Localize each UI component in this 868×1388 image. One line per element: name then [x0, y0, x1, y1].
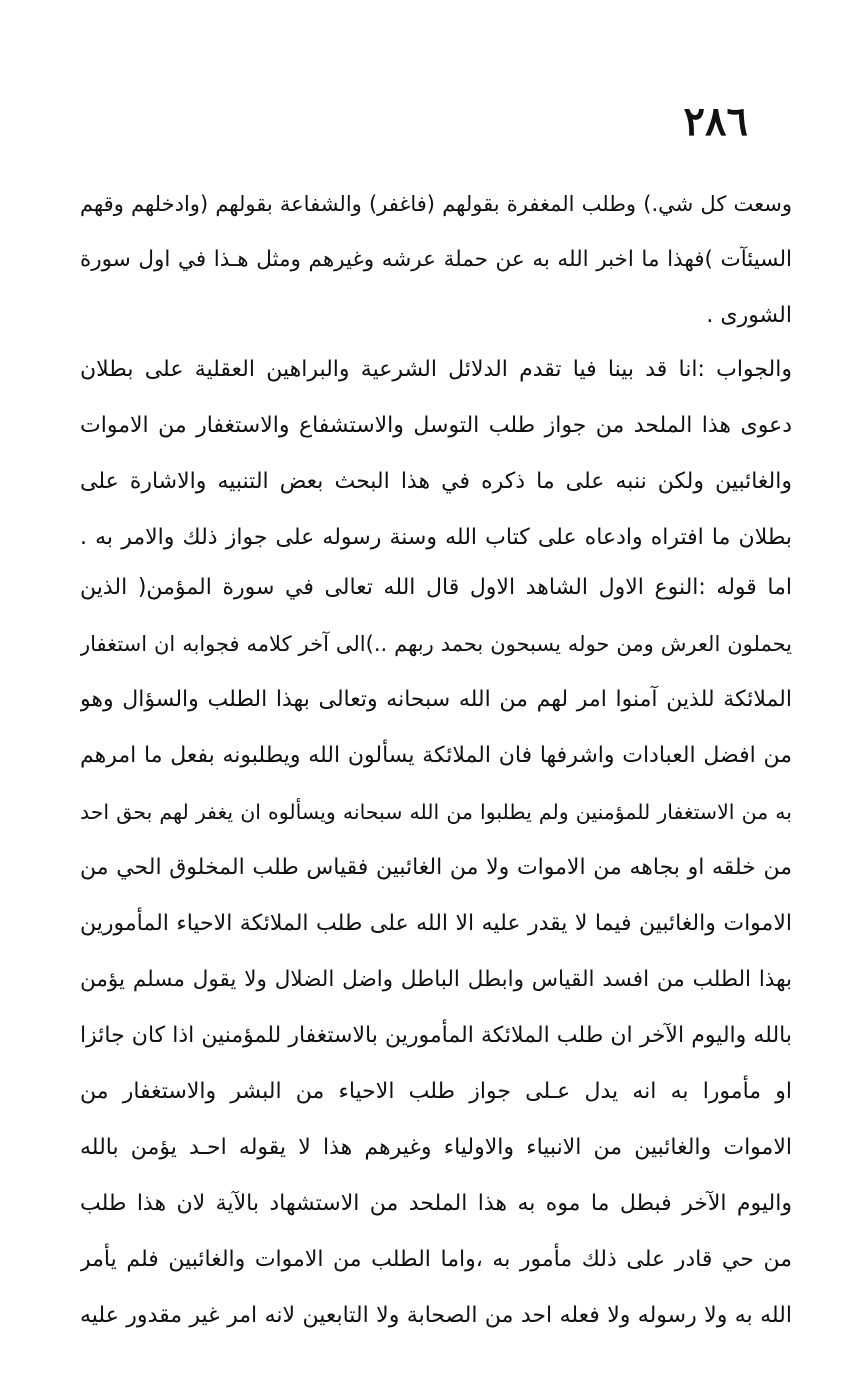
text-line: يحملون العرش ومن حوله يسبحون بحمد ربهم ..)الى آخر كلامه فجوابه ان استغفار: [80, 632, 792, 656]
text-line: الشورى .: [706, 303, 792, 328]
text-line: الملائكة للذين آمنوا امر لهم من الله سبحانه وتعالى بهذا الطلب والسؤال وهو: [80, 687, 792, 712]
text-line: به من الاستغفار للمؤمنين ولم يطلبوا من الله سبحانه ويسألوه ان يغفر لهم بحق احد: [80, 800, 792, 824]
text-line: من حي قادر على ذلك مأمور به ،واما الطلب من الاموات والغائبين فلم يأمر: [80, 1247, 792, 1272]
page-number: ٢٨٦: [683, 98, 748, 145]
paragraph-3: [80, 560, 792, 1344]
text-line: الله به ولا رسوله ولا فعله احد من الصحابة ولا التابعين لانه امر غير مقدور عليه: [80, 1303, 792, 1328]
paragraph-2: [80, 342, 792, 566]
text-line: بطلان ما افتراه وادعاه على كتاب الله وسنة رسوله على جواز ذلك والامر به .: [80, 525, 792, 550]
text-line: وسعت كل شي.) وطلب المغفرة بقولهم (فاغفر) والشفاعة بقولهم (وادخلهم وقهم: [80, 192, 792, 216]
text-line: من افضل العبادات واشرفها فان الملائكة يسألون الله ويطلبونه بفعل ما امرهم: [80, 743, 792, 768]
text-line: اما قوله :النوع الاول الشاهد الاول قال الله تعالى في سورة المؤمن( الذين: [80, 575, 792, 600]
text-line: بهذا الطلب من افسد القياس وابطل الباطل واضل الضلال ولا يقول مسلم يؤمن: [80, 967, 792, 992]
text-line: او مأمورا به انه يدل عـلى جواز طلب الاحياء من البشر والاستغفار من: [80, 1079, 792, 1104]
text-line: دعوى هذا الملحد من جواز طلب التوسل والاستشفاع والاستغفار من الاموات: [80, 413, 792, 438]
text-line: بالله واليوم الآخر ان طلب الملائكة المأمورين بالاستغفار للمؤمنين اذا كان جائزا: [80, 1023, 792, 1048]
text-line: الاموات والغائبين من الانبياء والاولياء وغيرهم هذا لا يقوله احـد يؤمن بالله: [80, 1135, 792, 1160]
paragraph-1: [80, 176, 792, 344]
text-line: والغائبين ولكن ننبه على ما ذكره في هذا البحث بعض التنبيه والاشارة على: [80, 469, 792, 494]
text-line: من خلقه او بجاهه من الاموات ولا من الغائبين فقياس طلب المخلوق الحي من: [80, 855, 792, 880]
text-line: السيئآت )فهذا ما اخبر الله به عن حملة عرشه وغيرهم ومثل هـذا في اول سورة: [80, 247, 792, 272]
text-line: واليوم الآخر فبطل ما موه به هذا الملحد من الاستشهاد بالآية لان هذا طلب: [80, 1191, 792, 1216]
text-line: الاموات والغائبين فيما لا يقدر عليه الا الله على طلب الملائكة الاحياء المأمورين: [80, 911, 792, 936]
text-line: والجواب :انا قد بينا فيا تقدم الدلائل الشرعية والبراهين العقلية على بطلان: [80, 357, 792, 382]
